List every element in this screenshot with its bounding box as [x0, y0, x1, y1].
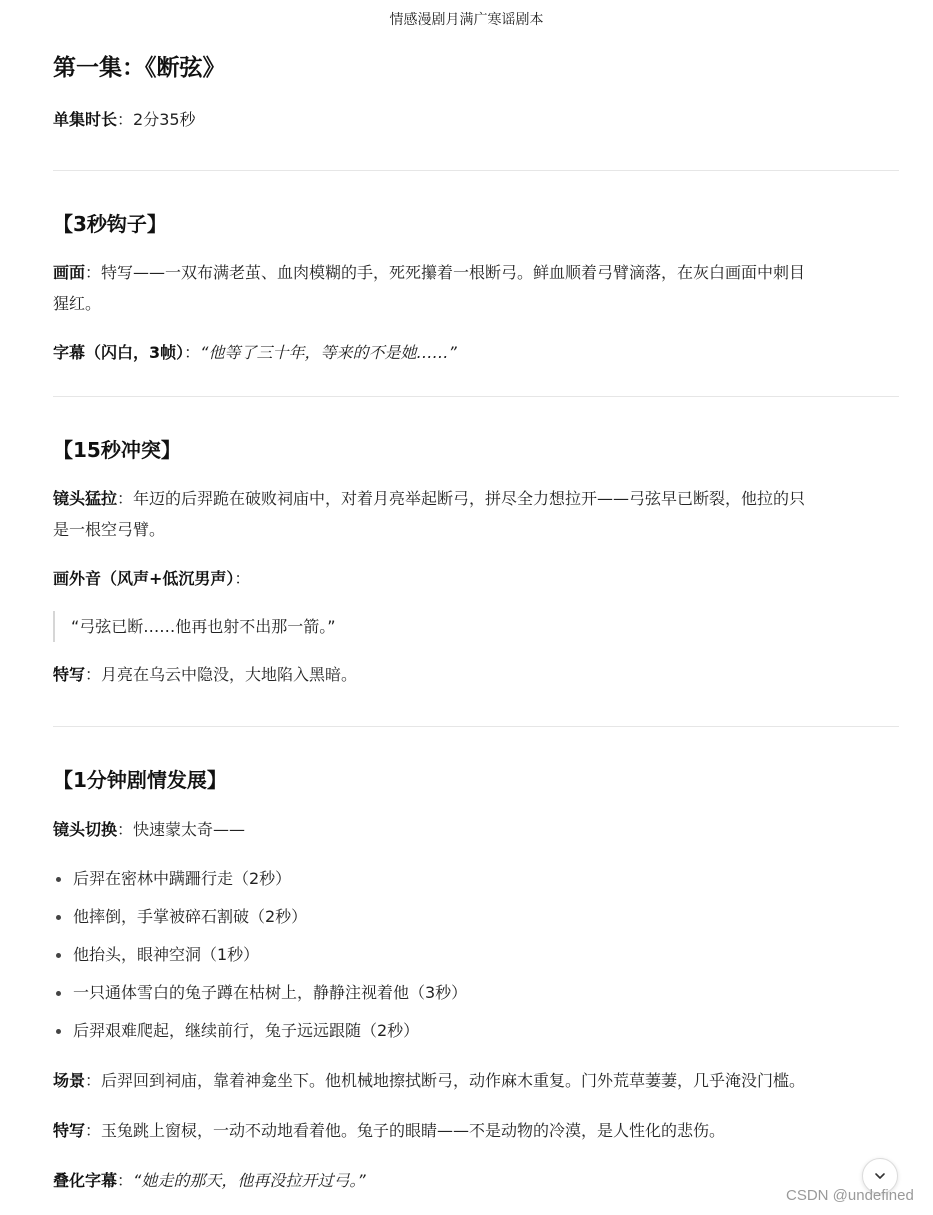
conflict-closeup-label: 特写	[53, 665, 86, 684]
conflict-vo-colon: ：	[234, 569, 251, 588]
conflict-shot	[53, 483, 899, 545]
duration-value: ：2分35秒	[117, 110, 196, 129]
development-scene-text: ：后羿回到祠庙，靠着神龛坐下。他机械地擦拭断弓，动作麻木重复。门外荒草萋萋，几乎淹没门槛。	[85, 1071, 806, 1090]
hook-subtitle-colon: ：	[184, 343, 201, 362]
development-overlay-label: 叠化字幕	[53, 1171, 118, 1190]
development-overlay	[53, 1165, 899, 1196]
hook-scene-text: ：特写——一双布满老茧、血肉模糊的手，死死攥着一根断弓。鲜血顺着弓臂滴落，在灰白画面中刺目	[85, 263, 806, 282]
development-scene	[53, 1065, 899, 1096]
watermark: CSDN @undefined	[786, 1187, 914, 1204]
conflict-closeup-text: ：月亮在乌云中隐没，大地陷入黑暗。	[85, 665, 358, 684]
hook-subtitle-text: “他等了三十年，等来的不是她……”	[200, 343, 457, 362]
conflict-shot-text: ：年迈的后羿跪在破败祠庙中，对着月亮举起断弓，拼尽全力想拉开——弓弦早已断裂，他拉的只	[117, 489, 806, 508]
development-overlay-text: “她走的那天，他再没拉开过弓。”	[133, 1171, 366, 1190]
development-cut-label: 镜头切换	[53, 820, 118, 839]
montage-list	[53, 860, 899, 1050]
hook-scene-text-cont: 猩红。	[53, 294, 102, 313]
duration-label: 单集时长	[53, 110, 118, 129]
episode-title: 第一集：《断弦》	[53, 55, 226, 81]
development-closeup-label: 特写	[53, 1121, 86, 1140]
conflict-vo-quote: “弓弦已断……他再也射不出那一箭。”	[53, 611, 899, 642]
chevron-down-icon	[873, 1169, 887, 1183]
conflict-shot-text-cont: 是一根空弓臂。	[53, 520, 166, 539]
development-overlay-colon: ：	[117, 1171, 134, 1190]
development-scene-label: 场景	[53, 1071, 86, 1090]
list-item: 他抬头，眼神空洞（1秒）	[53, 936, 899, 974]
list-item: 他摔倒，手掌被碎石割破（2秒）	[53, 898, 899, 936]
script-content	[53, 52, 899, 1196]
section-divider	[53, 726, 899, 727]
conflict-closeup	[53, 659, 899, 690]
conflict-vo-label: 画外音（风声+低沉男声）	[53, 569, 235, 588]
development-cut	[53, 814, 899, 845]
hook-subtitle	[53, 337, 899, 368]
hook-scene	[53, 257, 899, 319]
development-heading: 【1分钟剧情发展】	[53, 768, 227, 792]
hook-subtitle-label: 字幕（闪白，3帧）	[53, 343, 185, 362]
section-divider	[53, 170, 899, 171]
section-divider	[53, 396, 899, 397]
conflict-shot-label: 镜头猛拉	[53, 489, 118, 508]
list-item: 一只通体雪白的兔子蹲在枯树上，静静注视着他（3秒）	[53, 974, 899, 1012]
list-item: 后羿艰难爬起，继续前行，兔子远远跟随（2秒）	[53, 1012, 899, 1050]
conflict-heading: 【15秒冲突】	[53, 438, 181, 462]
hook-heading: 【3秒钩子】	[53, 212, 167, 236]
episode-duration	[53, 104, 899, 135]
list-item: 后羿在密林中蹒跚行走（2秒）	[53, 860, 899, 898]
development-cut-text: ：快速蒙太奇——	[117, 820, 246, 839]
development-closeup-text: ：玉兔跳上窗棂，一动不动地看着他。兔子的眼睛——不是动物的冷漠，是人性化的悲伤。	[85, 1121, 726, 1140]
development-closeup	[53, 1115, 899, 1146]
hook-scene-label: 画面	[53, 263, 86, 282]
conflict-voiceover	[53, 563, 899, 594]
page-title: 情感漫剧月满广寒谣剧本	[389, 12, 544, 28]
